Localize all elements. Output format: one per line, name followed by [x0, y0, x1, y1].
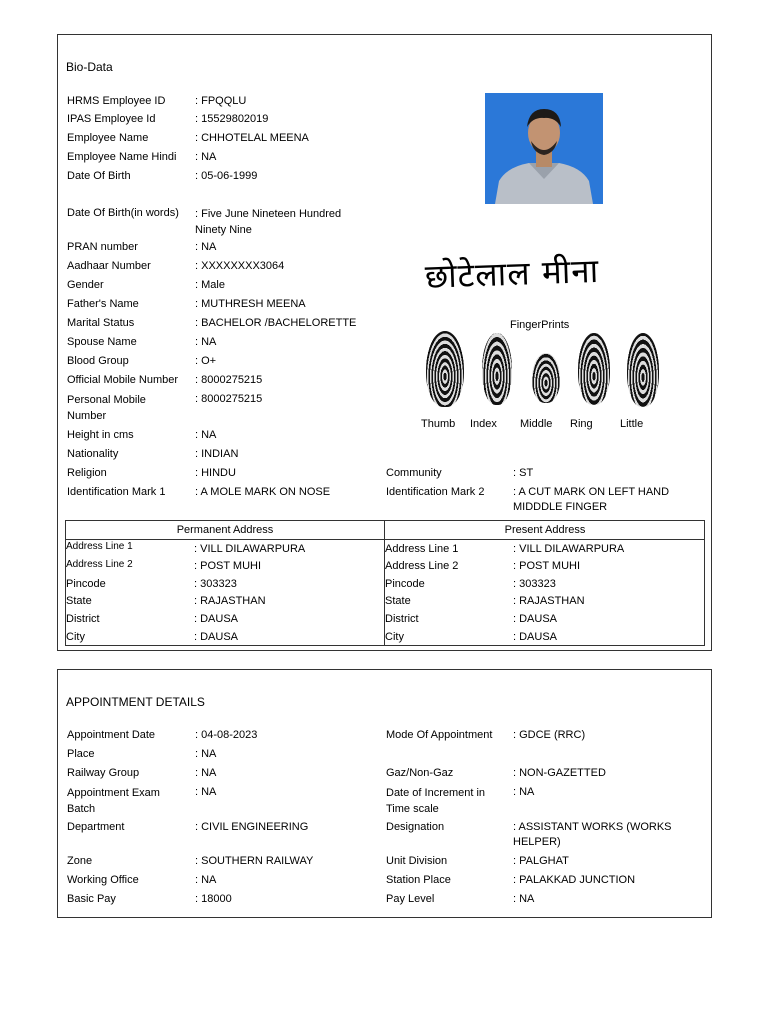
address-value: : DAUSA [513, 613, 558, 625]
field-label: Railway Group [67, 767, 140, 779]
address-label: Address Line 1 [66, 541, 133, 552]
field-value: : 04-08-2023 [195, 729, 258, 741]
field-value: : PALGHAT [513, 855, 569, 867]
field-value: : A MOLE MARK ON NOSE [195, 486, 331, 498]
field-value: : 8000275215 [195, 393, 263, 405]
present-address-header: Present Address [504, 524, 586, 536]
field-value: : O+ [195, 355, 217, 367]
address-label: District [385, 613, 419, 625]
field-value: : NON-GAZETTED [513, 767, 606, 779]
employee-signature: छोटेलाल मीना [424, 250, 600, 296]
field-label: Aadhaar Number [67, 260, 151, 272]
field-value: : 05-06-1999 [195, 170, 258, 182]
field-label: Height in cms [67, 429, 134, 441]
address-label: City [385, 631, 404, 643]
finger-label-middle: Middle [520, 418, 553, 430]
address-label: Address Line 2 [385, 560, 459, 572]
address-value: : RAJASTHAN [513, 595, 585, 607]
field-label: Identification Mark 1 [67, 486, 166, 498]
address-value: : VILL DILAWARPURA [513, 543, 625, 555]
community-value: : ST [513, 467, 534, 479]
person-silhouette-icon [485, 93, 603, 204]
field-value: : SOUTHERN RAILWAY [195, 855, 314, 867]
field-value: : 15529802019 [195, 113, 269, 125]
address-label: Pincode [66, 578, 106, 590]
table-divider [66, 539, 704, 540]
field-label: Nationality [67, 448, 119, 460]
field-label: Spouse Name [67, 336, 137, 348]
field-label: PRAN number [67, 241, 138, 253]
address-value: : POST MUHI [513, 560, 581, 572]
field-value: : INDIAN [195, 448, 239, 460]
appointment-title: APPOINTMENT DETAILS [66, 695, 205, 709]
field-label: Unit Division [386, 855, 448, 867]
address-value: : POST MUHI [194, 560, 262, 572]
field-label: Appointment Exam Batch [67, 787, 160, 815]
field-value: : NA [195, 429, 217, 441]
field-value: : NA [195, 241, 217, 253]
field-value: : CIVIL ENGINEERING [195, 821, 309, 833]
field-value: : NA [195, 336, 217, 348]
thumb-fingerprint-icon [426, 331, 464, 407]
field-value: : NA [195, 767, 217, 779]
field-label: Place [67, 748, 95, 760]
field-label: Working Office [67, 874, 139, 886]
address-label: City [66, 631, 85, 643]
field-label: Gaz/Non-Gaz [386, 767, 454, 779]
field-value: : Five June Nineteen Hundred Ninety Nine [195, 208, 342, 236]
field-label: Date of Increment in Time scale [386, 787, 486, 815]
address-value: : 303323 [194, 578, 237, 590]
finger-label-thumb: Thumb [421, 418, 456, 430]
field-label: Date Of Birth(in words) [67, 207, 179, 219]
address-value: : DAUSA [194, 631, 239, 643]
field-value: : NA [195, 786, 217, 798]
id-mark2-value: : A CUT MARK ON LEFT HAND MIDDDLE FINGER [513, 486, 670, 513]
field-label: Employee Name [67, 132, 149, 144]
field-value: : XXXXXXXX3064 [195, 260, 285, 272]
ring-fingerprint-icon [578, 333, 610, 405]
finger-label-little: Little [620, 418, 644, 430]
field-label: Appointment Date [67, 729, 156, 741]
field-label: Department [67, 821, 125, 833]
middle-fingerprint-icon [532, 353, 560, 403]
field-label: Basic Pay [67, 893, 116, 905]
employee-photo [485, 93, 603, 204]
address-value: : DAUSA [194, 613, 239, 625]
field-label: Personal Mobile Number [67, 394, 146, 422]
permanent-address-header: Permanent Address [176, 524, 274, 536]
field-value: : NA [513, 786, 535, 798]
little-fingerprint-icon [627, 333, 659, 407]
field-label: Marital Status [67, 317, 135, 329]
id-mark2-label: Identification Mark 2 [386, 486, 485, 498]
field-label: Designation [386, 821, 445, 833]
field-label: Date Of Birth [67, 170, 131, 182]
field-label: Zone [67, 855, 93, 867]
field-label: Mode Of Appointment [386, 729, 493, 741]
finger-label-ring: Ring [570, 418, 593, 430]
address-value: : 303323 [513, 578, 556, 590]
biodata-title: Bio-Data [66, 60, 113, 74]
fingerprints-title: FingerPrints [510, 319, 570, 331]
field-value: : NA [195, 151, 217, 163]
index-fingerprint-icon [482, 333, 512, 405]
field-label: Employee Name Hindi [67, 151, 177, 163]
field-label: Religion [67, 467, 107, 479]
address-value: : DAUSA [513, 631, 558, 643]
field-label: Station Place [386, 874, 451, 886]
address-label: State [385, 595, 411, 607]
field-label: Blood Group [67, 355, 129, 367]
field-value: : GDCE (RRC) [513, 729, 586, 741]
appointment-section [57, 669, 712, 918]
address-label: District [66, 613, 100, 625]
field-value: : NA [195, 748, 217, 760]
field-value: : 18000 [195, 893, 232, 905]
field-label: IPAS Employee Id [67, 113, 156, 125]
field-label: Official Mobile Number [67, 374, 179, 386]
field-value: : MUTHRESH MEENA [195, 298, 306, 310]
field-value: : ASSISTANT WORKS (WORKS HELPER) [513, 821, 672, 848]
community-label: Community [386, 467, 442, 479]
field-label: HRMS Employee ID [67, 95, 166, 107]
field-value: : Male [195, 279, 225, 291]
field-value: : HINDU [195, 467, 236, 479]
address-label: Address Line 1 [385, 543, 459, 555]
biodata-section [57, 34, 712, 651]
address-value: : RAJASTHAN [194, 595, 266, 607]
field-label: Father's Name [67, 298, 139, 310]
field-value: : NA [195, 874, 217, 886]
field-value: : 8000275215 [195, 374, 263, 386]
address-label: Address Line 2 [66, 559, 133, 570]
address-value: : VILL DILAWARPURA [194, 543, 306, 555]
field-value: : CHHOTELAL MEENA [195, 132, 309, 144]
field-label: Pay Level [386, 893, 435, 905]
field-value: : FPQQLU [195, 95, 247, 107]
address-label: State [66, 595, 92, 607]
field-value: : BACHELOR /BACHELORETTE [195, 317, 357, 329]
field-label: Gender [67, 279, 104, 291]
field-value: : NA [513, 893, 535, 905]
field-value: : PALAKKAD JUNCTION [513, 874, 636, 886]
address-label: Pincode [385, 578, 425, 590]
address-table [65, 520, 705, 646]
finger-label-index: Index [470, 418, 497, 430]
